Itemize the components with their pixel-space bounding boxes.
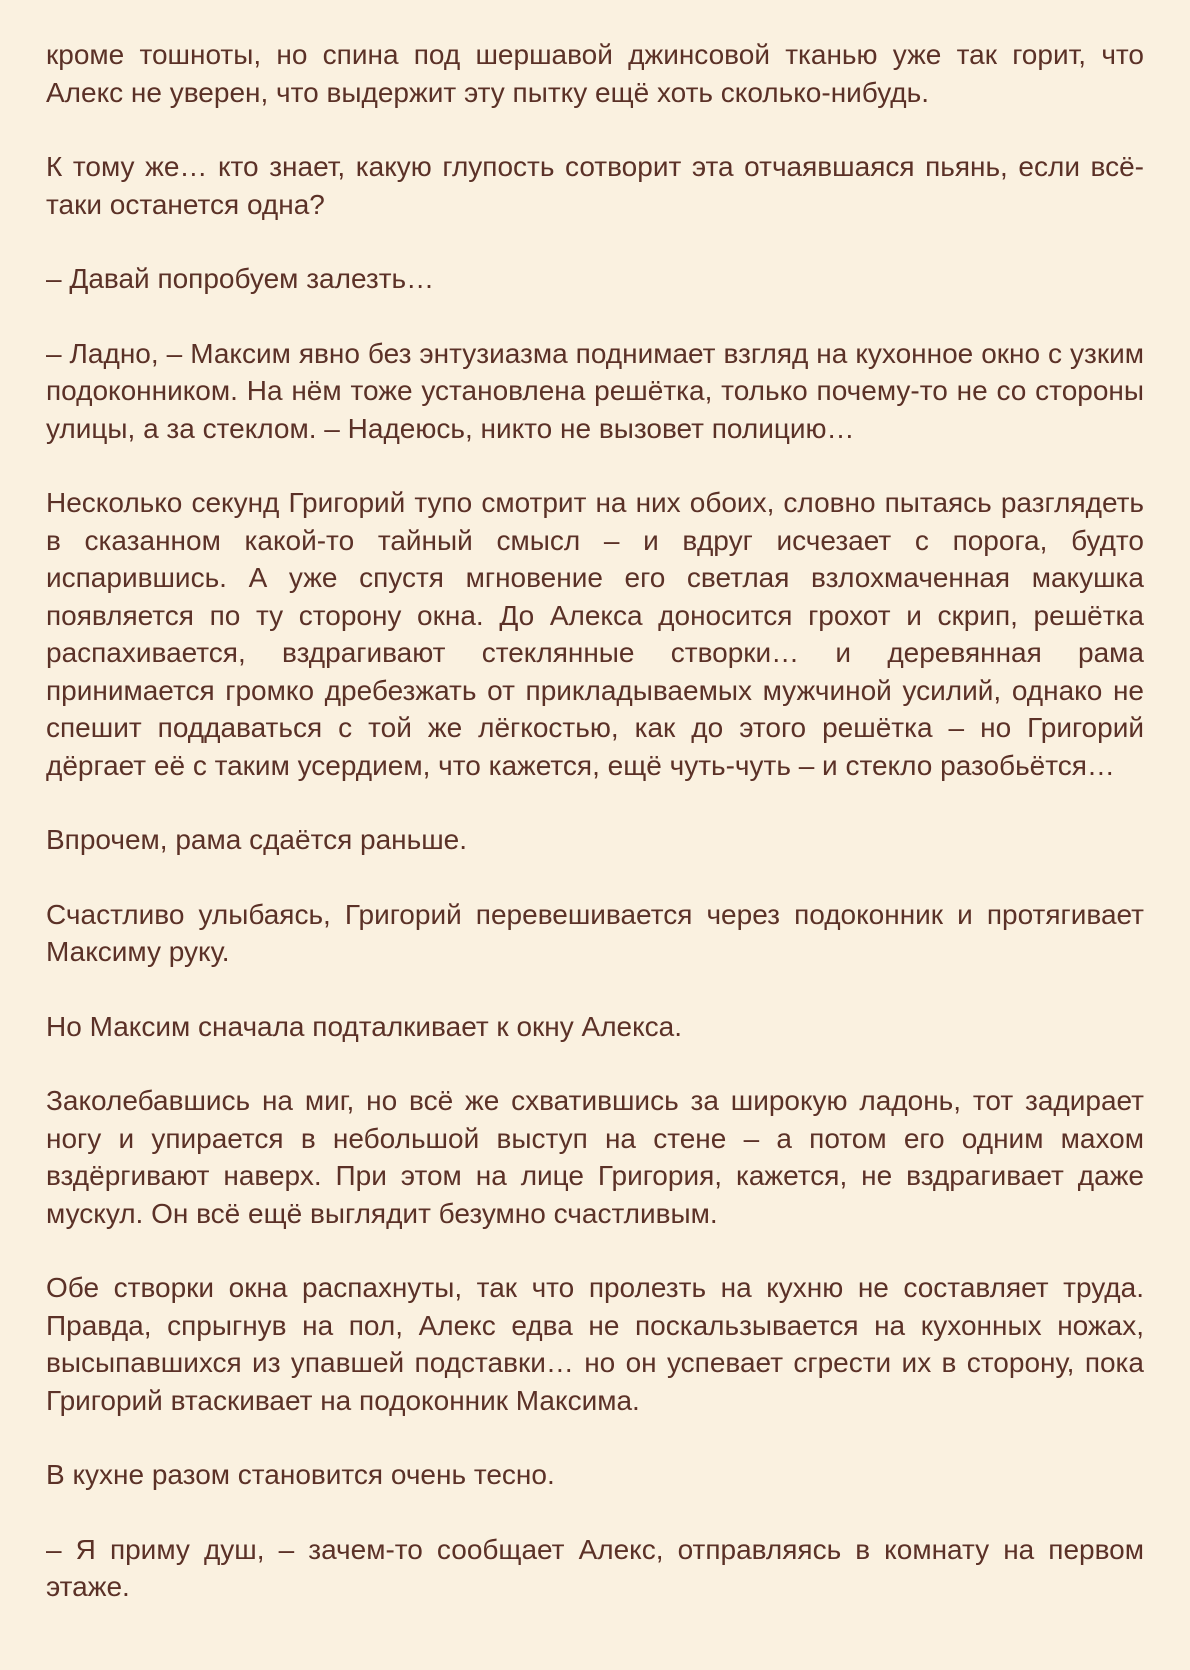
paragraph: Несколько секунд Григорий тупо смотрит на них обоих, словно пытаясь разглядеть в сказанном какой-то тайный смысл – и вдруг исчезает с порога, будто испарившись. А уже спустя мгновение его светлая взлохмаченная макушка появляется по ту сторону окна. До Алекса доносится грохот и скрип, решётка распахивается, вздрагивают стеклянные створки… и деревянная рама принимается громко дребезжать от прикладываемых мужчиной усилий, однако не спешит поддаваться с той же лёгкостью, как до этого решётка – но Григорий дёргает её с таким усердием, что кажется, ещё чуть-чуть – и стекло разобьётся… [46, 487, 1144, 781]
paragraph: Но Максим сначала подталкивает к окну Алекса. [46, 1010, 683, 1042]
paragraph: К тому же… кто знает, какую глупость сотворит эта отчаявшаяся пьянь, если всё-таки останется одна? [46, 151, 1144, 220]
paragraph: кроме тошноты, но спина под шершавой джинсовой тканью уже так горит, что Алекс не уверен, что выдержит эту пытку ещё хоть сколько-нибудь. [46, 39, 1144, 108]
paragraph: Впрочем, рама сдаётся раньше. [46, 824, 468, 855]
paragraph: Счастливо улыбаясь, Григорий перевешивается через подоконник и протягивает Максиму руку. [46, 898, 1144, 967]
dialogue-line: – Ладно, – Максим явно без энтузиазма поднимает взгляд на кухонное окно с узким подоконником. На нём тоже установлена решётка, только почему-то не со стороны улицы, а за стеклом. – Надеюсь, никто не вызовет полицию… [46, 337, 1144, 444]
paragraph: В кухне разом становится очень тесно. [46, 1459, 555, 1490]
dialogue-line: – Давай попробуем залезть… [46, 263, 435, 294]
paragraph: Заколебавшись на миг, но всё же схватившись за широкую ладонь, тот задирает ногу и упирается в небольшой выступ на стене – а потом его одним махом вздёргивают наверх. При этом на лице Григория, кажется, не вздрагивает даже мускул. Он всё ещё выглядит безумно счастливым. [46, 1085, 1144, 1229]
dialogue-line: – Я приму душ, – зачем-то сообщает Алекс, отправляясь в комнату на первом этаже. [46, 1533, 1144, 1602]
document-page [46, 36, 1144, 1643]
paragraph: Обе створки окна распахнуты, так что пролезть на кухню не составляет труда. Правда, спрыгнув на пол, Алекс едва не поскальзывается на кухонных ножах, высыпавшихся из упавшей подставки… но он успевает сгрести их в сторону, пока Григорий втаскивает на подоконник Максима. [46, 1272, 1144, 1416]
